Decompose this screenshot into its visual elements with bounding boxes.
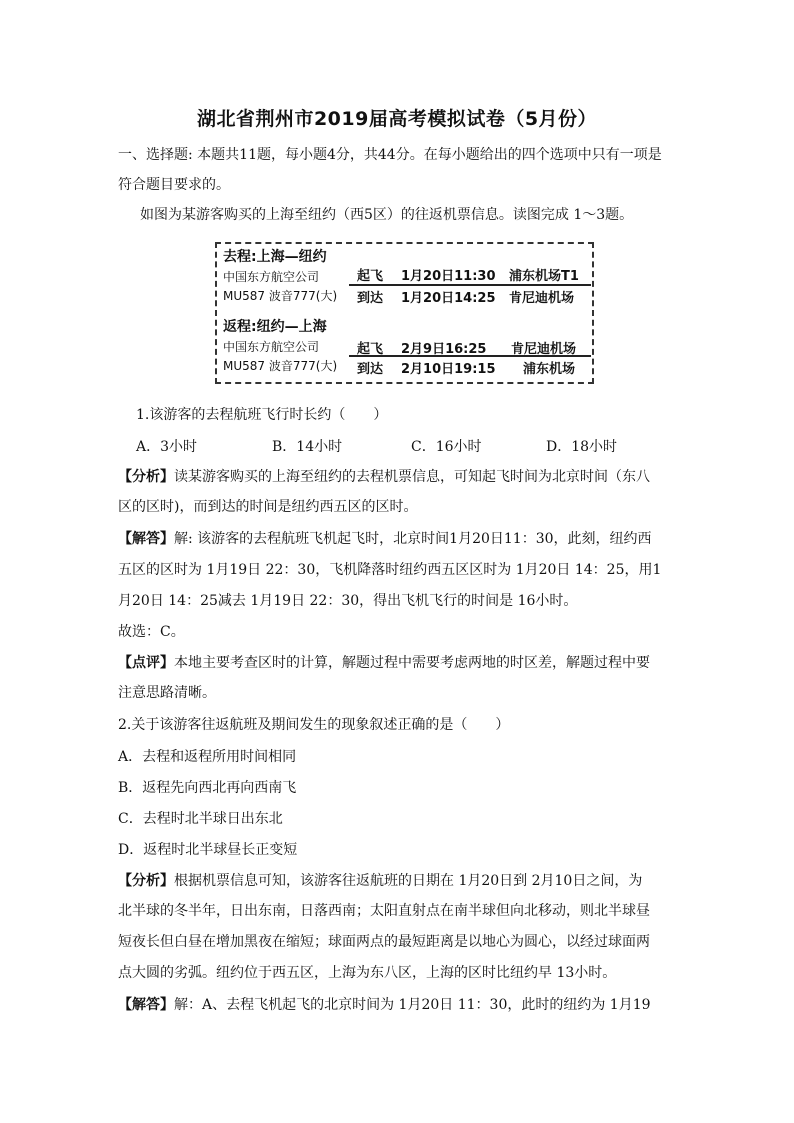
q1-option-a: A．3小时 (136, 439, 198, 455)
q2-question: 2.关于该游客往返航班及期间发生的现象叙述正确的是（ ） (118, 717, 510, 733)
section-instructions-line2: 符合题目要求的。 (118, 177, 230, 193)
q2-analysis-line3: 短夜长但白昼在增加黑夜在缩短；球面两点的最短距离是以地心为圆心，以经过球面两 (118, 934, 650, 950)
q2-option-d: D．返程时北半球昼长正变短 (118, 842, 298, 858)
return-airline: 中国东方航空公司 (223, 340, 320, 354)
q1-answer-line1 (118, 524, 678, 554)
outbound-depart-airport: 浦东机场T1 (509, 269, 579, 284)
return-depart-airport: 肯尼迪机场 (511, 342, 577, 357)
page-title: 湖北省荆州市2019届高考模拟试卷（5月份） (196, 108, 598, 130)
q1-comment-tag: 【点评】 (118, 655, 174, 671)
q1-comment-line1 (118, 648, 678, 678)
outbound-flight: MU587 波音777(大) (223, 289, 338, 303)
outbound-divider (349, 284, 591, 286)
q1-answer-text1: 解: 该游客的去程航班飞机起飞时，北京时间1月20日11：30，此刻，纽约西 (174, 531, 652, 547)
outbound-heading: 去程:上海—纽约 (223, 249, 327, 265)
outbound-arrive-time: 1月20日14:25 (401, 291, 496, 306)
outbound-depart-label: 起飞 (357, 269, 384, 284)
q2-analysis-tag: 【分析】 (118, 873, 174, 889)
q1-option-c: C．16小时 (411, 439, 482, 455)
q1-option-d: D．18小时 (546, 439, 618, 455)
q2-analysis-line4: 点大圆的劣弧。纽约位于西五区，上海为东八区，上海的区时比纽约早 13小时。 (118, 965, 617, 981)
q2-analysis-text1: 根据机票信息可知，该游客往返航班的日期在 1月20日到 2月10日之间，为 (174, 873, 643, 889)
outbound-arrive-airport: 肯尼迪机场 (509, 291, 575, 306)
q1-options (118, 432, 678, 462)
q1-question: 1.该游客的去程航班飞行时长约（ ） (136, 407, 388, 423)
outbound-airline: 中国东方航空公司 (223, 270, 320, 284)
question-intro: 如图为某游客购买的上海至纽约（西5区）的往返机票信息。读图完成 1～3题。 (140, 207, 634, 223)
q1-analysis-text1: 读某游客购买的上海至纽约的去程机票信息，可知起飞时间为北京时间（东八 (174, 469, 650, 485)
q1-option-b: B．14小时 (272, 439, 343, 455)
return-depart-time: 2月9日16:25 (401, 342, 487, 357)
q1-answer-tag: 【解答】 (118, 531, 174, 547)
q1-analysis-line2: 区的区时)，而到达的时间是纽约西五区的区时。 (118, 499, 418, 515)
return-arrive-airport: 浦东机场 (523, 362, 576, 377)
flight-ticket-figure (215, 242, 594, 384)
q2-analysis-line1 (118, 866, 678, 896)
return-heading: 返程:纽约—上海 (223, 319, 327, 335)
q2-option-a: A．去程和返程所用时间相同 (118, 749, 297, 765)
section-instructions-line1: 一、选择题: 本题共11题，每小题4分，共44分。在每小题给出的四个选项中只有一项是 (118, 147, 662, 163)
return-divider (349, 355, 591, 357)
return-flight: MU587 波音777(大) (223, 359, 338, 373)
return-depart-label: 起飞 (357, 342, 384, 357)
q1-analysis-tag: 【分析】 (118, 469, 174, 485)
q2-answer-line1 (118, 990, 678, 1020)
q1-analysis-line1 (118, 462, 678, 492)
q1-choice: 故选：C。 (118, 624, 185, 640)
q1-answer-line2: 五区的区时为 1月19日 22：30，飞机降落时纽约西五区区时为 1月20日 14：25，用1 (118, 562, 662, 578)
outbound-arrive-label: 到达 (357, 291, 384, 306)
q2-option-b: B．返程先向西北再向西南飞 (118, 780, 297, 796)
q2-option-c: C．去程时北半球日出东北 (118, 811, 283, 827)
q1-comment-line2: 注意思路清晰。 (118, 685, 216, 701)
return-arrive-time: 2月10日19:15 (401, 362, 496, 377)
q2-analysis-line2: 北半球的冬半年，日出东南，日落西南；太阳直射点在南半球但向北移动，则北半球昼 (118, 903, 650, 919)
return-arrive-label: 到达 (357, 362, 384, 377)
q2-answer-text1: 解：A、去程飞机起飞的北京时间为 1月20日 11：30，此时的纽约为 1月19 (174, 997, 651, 1013)
outbound-depart-time: 1月20日11:30 (401, 269, 496, 284)
q1-answer-line3: 月20日 14：25减去 1月19日 22：30，得出飞机飞行的时间是 16小时。 (118, 593, 578, 609)
q1-comment-text1: 本地主要考查区时的计算，解题过程中需要考虑两地的时区差，解题过程中要 (174, 655, 650, 671)
q2-answer-tag: 【解答】 (118, 997, 174, 1013)
